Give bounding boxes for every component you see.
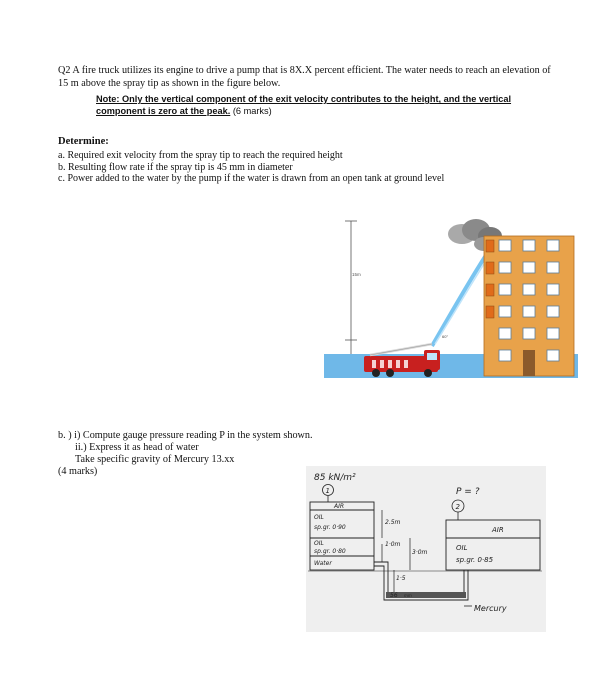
water-label: Water (314, 560, 332, 567)
building-icon (484, 236, 574, 376)
question-note (96, 93, 536, 117)
right-air-label: AIR (492, 526, 504, 534)
part-b (58, 430, 313, 478)
dim-mm: mm (404, 593, 412, 598)
manometer-figure (306, 466, 546, 632)
left-oil-label: OIL (314, 514, 324, 521)
height-label: 15m (352, 272, 361, 277)
dim-1-0: 1·0m (385, 541, 401, 548)
left-marker: 1 (325, 487, 330, 495)
left-air-label: AIR (334, 503, 345, 510)
left-oil2-sg: sp.gr. 0·80 (314, 548, 346, 555)
part-b-line2: ii.) Express it as head of water (75, 442, 199, 453)
right-oil-label: OIL (456, 544, 468, 552)
note-bold-text: Note: Only the vertical component of the exit velocity contributes to the height, and the vertical component is zero at the peak. (96, 94, 512, 116)
right-marker: 2 (455, 503, 460, 511)
right-pressure-label: P = ? (456, 487, 480, 497)
mercury-label: Mercury (474, 604, 507, 613)
dim-2-5: 2.5m (385, 519, 401, 526)
fire-truck-figure (324, 218, 578, 382)
determine-list (58, 150, 444, 185)
part-b-line3: Take specific gravity of Mercury 13.xx (75, 454, 235, 465)
dim-1-5: 1·5 (396, 575, 406, 582)
determine-item-c: c. Power added to the water by the pump if the water is drawn from an open tank at ground level (58, 173, 445, 184)
question-intro: Q2 A fire truck utilizes its engine to drive a pump that is 8X.X percent efficient. The water needs to reach an elevation of 15 m above the spray tip as shown in the figure below. (58, 65, 551, 89)
determine-item-a: a. Required exit velocity from the spray tip to reach the required height (58, 150, 343, 161)
dim-56: 56 (390, 592, 398, 599)
angle-label: 60° (442, 334, 449, 339)
mercury-column (386, 592, 466, 598)
left-pressure-label: 85 kN/m² (314, 473, 356, 483)
note-marks: (6 marks) (232, 106, 272, 116)
left-oil2-label: OIL (314, 540, 324, 547)
determine-item-b: b. Resulting flow rate if the spray tip is 45 mm in diameter (58, 161, 293, 173)
determine-title: Determine: (58, 136, 109, 147)
left-oil-sg: sp.gr. 0·90 (314, 524, 346, 531)
right-oil-sg: sp.gr. 0·85 (456, 556, 494, 564)
dim-3-0: 3·0m (412, 549, 428, 556)
part-b-line1: b. ) i) Compute gauge pressure reading P in the system shown. (58, 430, 313, 441)
part-b-line4: (4 marks) (58, 466, 98, 477)
